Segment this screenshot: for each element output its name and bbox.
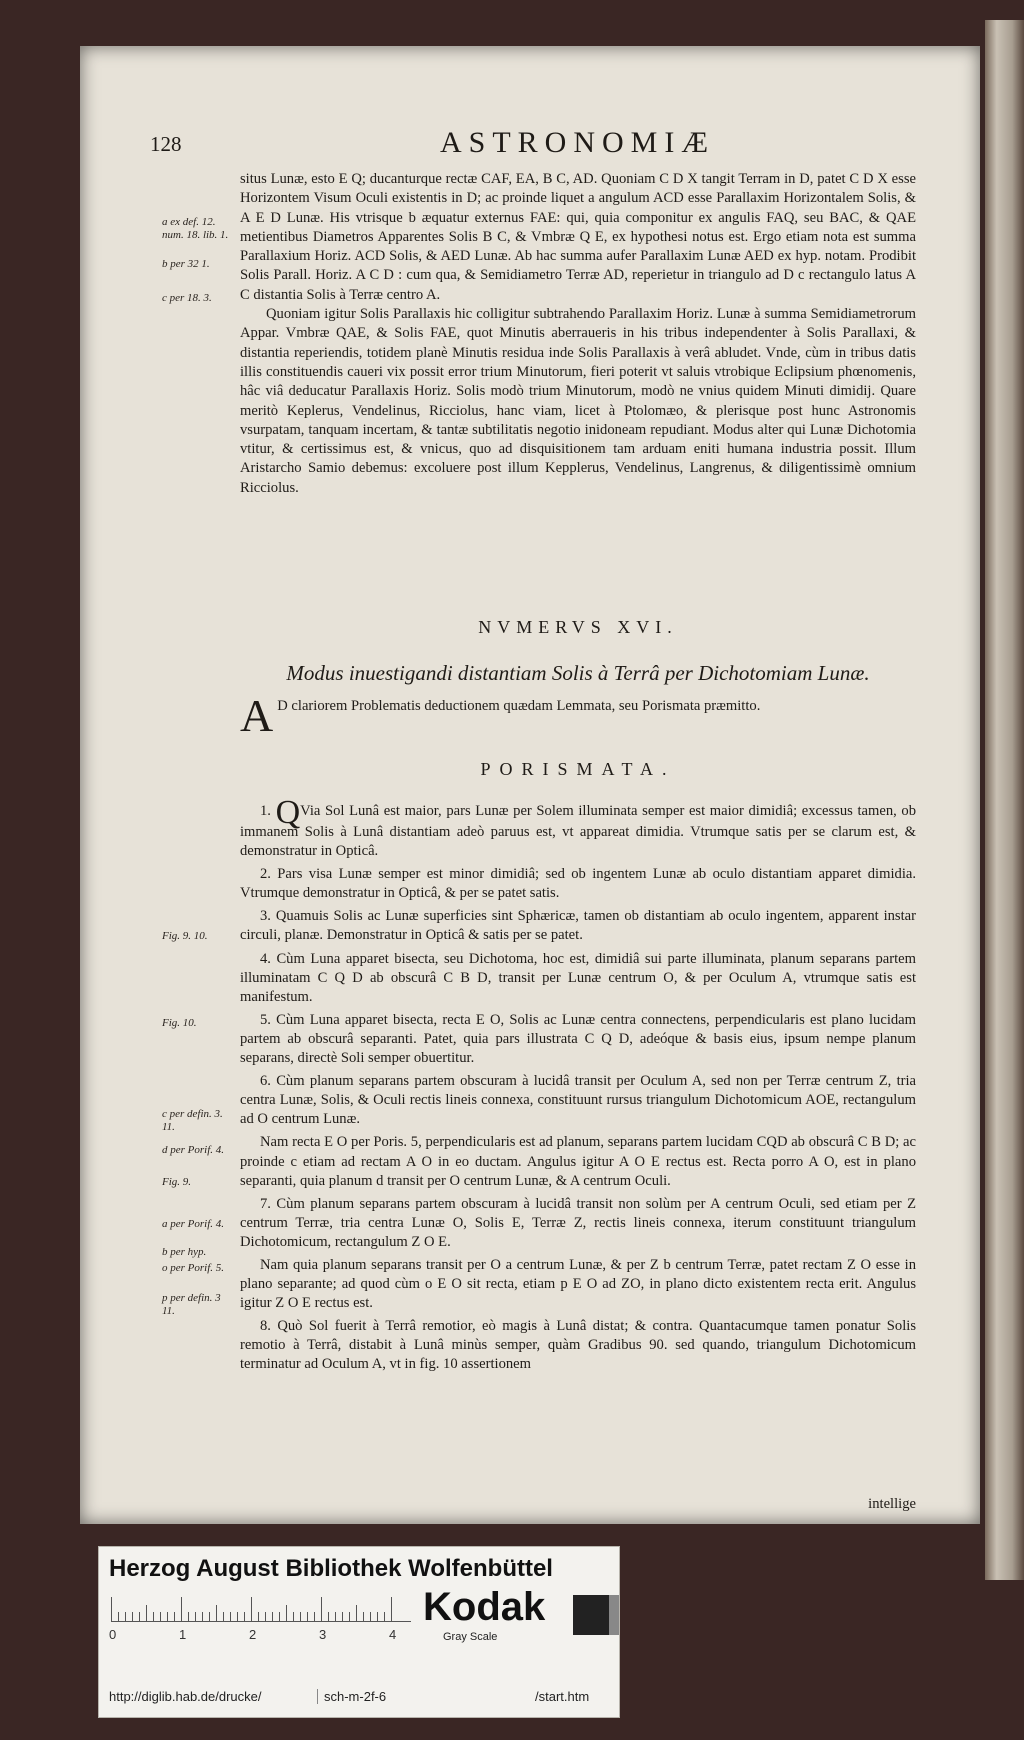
item-number: 6. [260, 1073, 277, 1090]
ruler-tick [188, 1612, 189, 1621]
ruler-label: 4 [389, 1627, 397, 1642]
item-text: Pars visa Lunæ semper est minor dimidiâ; sed ob ingentem Lunæ ab oculo distantiam apparet dimidia. Vtrumque demonstratur in Opticâ, & per se patet satis. [240, 866, 917, 902]
porisma-item [240, 1256, 916, 1313]
ruler-tick [174, 1612, 175, 1621]
item-number: 4. [260, 950, 277, 967]
page-header [150, 126, 850, 166]
ruler-tick [258, 1612, 259, 1621]
library-color-card [98, 1546, 620, 1718]
ruler-tick [314, 1612, 315, 1621]
ruler-tick [342, 1612, 343, 1621]
swatch-black [573, 1595, 609, 1635]
ruler-tick [349, 1612, 350, 1621]
drop-initial: A [240, 690, 274, 741]
ruler-tick [307, 1612, 308, 1621]
porisma-item [240, 1072, 916, 1129]
paragraph-1: situs Lunæ, esto E Q; ducanturque rectæ CAF, EA, B C, AD. Quoniam C D X tangit Terram in D, patet C D X esse Horizontem Visum Oculi existentis in D; ac proinde liquet a angulum ACD esse Parallaxim Horizontalem Solis, & A E D Lunæ. His vtrisque b æquatur externus FAE: qui, quia componitur ex angulis FAQ, seu BAC, & QAE metientibus Diametros Apparentes Solis B C, & Vmbræ Q E, ex hypothesi notus est. Ergo etiam nota est summa Parallaxium Horiz. ACD Solis, & AED Lunæ. Ab hac summa aufer Parallaxim Lunæ AED ex hyp. notam. Prodibit Solis Parall. Horiz. A C D : cum qua, & Semidiametro Terræ AD, reperietur in triangulo ad D c rectangulo latus A C distantia Solis à Terræ centro A. [240, 171, 916, 303]
scale-ruler [111, 1595, 411, 1622]
porisma-item [240, 907, 916, 945]
ruler-tick [195, 1612, 196, 1621]
section-title: Modus inuestigandi distantiam Solis à Terrâ per Dichotomiam Lunæ. [286, 661, 870, 685]
intro-text: D clariorem Problematis deductionem quædam Lemmata, seu Porismata præmitto. [277, 698, 761, 714]
main-text [240, 170, 916, 498]
porisma-item [240, 950, 916, 1007]
item-text: Nam recta E O per Poris. 5, perpendicularis est ad planum, separans partem lucidam CQD ab obscurâ C B D; ac proinde c etiam ad rectam A O in eo ductam. Angulus igitur A O E rectus est. Recta porro A O, est in plano separanti, quia planum d transit per O centrum Lunæ, & A centrum Oculi. [240, 1134, 916, 1189]
drop-initial: Q [275, 794, 301, 831]
library-name: Herzog August Bibliothek Wolfenbüttel [109, 1555, 553, 1582]
ruler-label: 3 [319, 1627, 327, 1642]
porisma-item [240, 1317, 916, 1374]
ruler-label: 1 [179, 1627, 187, 1642]
item-text: Cùm Luna apparet bisecta, recta E O, Solis ac Lunæ centra connectens, perpendicularis est plano lucidam partem ab obscurâ separanti. Patet, quia pars illustrata C Q D, adeóque & basis eius, ipsum nempe planum separans, directè Soli semper obuertitur. [240, 1011, 916, 1067]
margin-note: c per defin. 3. 11. [162, 1108, 223, 1133]
porisma-item [240, 794, 917, 861]
ruler-tick [328, 1612, 329, 1621]
ruler-tick [160, 1612, 161, 1621]
item-number: 1. [260, 803, 276, 819]
ruler-tick [286, 1605, 287, 1621]
porisma-item [240, 1011, 916, 1068]
item-text: Nam quia planum separans transit per O a centrum Lunæ, & per Z b centrum Terræ, patet rectam Z O esse in plano separante; ad quod cùm o E O sit recta, etiam p E O ad ZO, in plano dicto existentem recta erit. Angulus igitur Z O E rectus est. [240, 1256, 916, 1312]
url-suffix: /start.htm [535, 1689, 590, 1704]
margin-note: p per defin. 3 11. [162, 1292, 221, 1317]
shelfmark-code: sch-m-2f-6 [317, 1689, 386, 1704]
ruler-tick [111, 1597, 112, 1621]
item-text: Quò Sol fuerit à Terrâ remotior, eò magis à Lunâ distat; & contra. Quantacumque tamen ponatur Solis remotio à Terrâ, distabit à Lunâ minùs semper, quàm Gradibus 90. sed quando, triangulum Dichotomicum terminatur ad Oculum A, vt in fig. 10 assertionem [240, 1318, 917, 1373]
ruler-tick [125, 1612, 126, 1621]
item-text: Cùm planum separans partem obscuram à lucidâ transit non solùm per A centrum Oculi, sed etiam per Z centrum Terræ, tria centra Lunæ O, Solis E, Terræ Z, rectis lineis connexa, iterum constituunt triangulum Dichotomicum, rectangulum Z O E. [240, 1195, 917, 1250]
margin-note: a per Porif. 4. [162, 1218, 225, 1230]
ruler-tick [300, 1612, 301, 1621]
ruler-tick [209, 1612, 210, 1621]
porisma-item [240, 1133, 916, 1190]
ruler-tick [237, 1612, 238, 1621]
margin-note: b per hyp. [162, 1246, 207, 1258]
item-number: 5. [260, 1011, 277, 1028]
ruler-tick [335, 1612, 336, 1621]
ruler-tick [293, 1612, 294, 1621]
item-number: 7. [260, 1195, 277, 1212]
margin-note: d per Porif. 4. [162, 1144, 225, 1156]
ruler-tick [321, 1597, 322, 1621]
ruler-tick [132, 1612, 133, 1621]
margin-note: c per 18. 3. [162, 292, 212, 304]
ruler-label: 0 [109, 1627, 117, 1642]
ruler-tick [181, 1597, 182, 1621]
ruler-tick [391, 1597, 392, 1621]
porisma-item [240, 865, 916, 903]
margin-note: Fig. 9. [162, 1176, 192, 1188]
porismata-list [240, 794, 917, 1379]
ruler-tick [230, 1612, 231, 1621]
ruler-tick [244, 1612, 245, 1621]
ruler-label: 2 [249, 1627, 257, 1642]
item-number: 2. [260, 866, 278, 883]
item-text: Cùm planum separans partem obscuram à lucidâ transit per Oculum A, sed non per Terræ centrum Z, tria centra Lunæ, Solis, & Oculi rectis lineis connexa, constituunt rursus triangulum Dichotomicum AOE, rectangulum ad O centrum Lunæ. [240, 1073, 917, 1128]
ruler-tick [370, 1612, 371, 1621]
margin-note: o per Porif. 5. [162, 1262, 225, 1274]
ruler-tick [377, 1612, 378, 1621]
url-prefix: http://diglib.hab.de/drucke/ [109, 1689, 262, 1704]
porismata-heading: PORISMATA. [480, 759, 676, 779]
ruler-tick [216, 1605, 217, 1621]
ruler-tick [356, 1605, 357, 1621]
intro-paragraph [240, 690, 916, 741]
ruler-tick [279, 1612, 280, 1621]
ruler-tick [167, 1612, 168, 1621]
kodak-logo: Kodak [423, 1585, 546, 1629]
margin-note: b per 32 1. [162, 258, 210, 270]
margin-note: Fig. 10. [162, 1017, 197, 1029]
item-text: Quamuis Solis ac Lunæ superficies sint Sphæricæ, tamen ob distantiam ab oculo ingentem, apparent instar circuli, planæ. Demonstratur in Opticâ & satis per se patet. [240, 908, 916, 944]
gray-scale-label: Gray Scale [443, 1631, 498, 1643]
margin-note: Fig. 9. 10. [162, 930, 208, 942]
ruler-tick [223, 1612, 224, 1621]
item-text: Cùm Luna apparet bisecta, seu Dichotoma, hoc est, dimidiâ sui parte illuminata, planum separans partem illuminatam C Q D ab obscurâ C B D, transit per Lunæ centrum O, & per Oculum A, vtrumque satis est manifestum. [240, 950, 916, 1005]
margin-note: a ex def. 12. num. 18. lib. 1. [162, 216, 229, 241]
ruler-tick [363, 1612, 364, 1621]
running-title: ASTRONOMIÆ [440, 126, 716, 159]
ruler-tick [139, 1612, 140, 1621]
ruler-tick [384, 1612, 385, 1621]
item-number: 3. [260, 908, 276, 925]
ruler-tick [202, 1612, 203, 1621]
catchword: intellige [868, 1496, 916, 1512]
ruler-tick [251, 1597, 252, 1621]
ruler-tick [272, 1612, 273, 1621]
porisma-item [240, 1195, 916, 1252]
ruler-tick [118, 1612, 119, 1621]
page-number: 128 [150, 132, 182, 156]
ruler-tick [153, 1612, 154, 1621]
swatch-gray [609, 1595, 619, 1635]
item-text: Via Sol Lunâ est maior, pars Lunæ per Solem illuminata semper est maior dimidiâ; excessus tamen, ob immanem Solis à Lunâ distantiam adeò paruus est, vt appareat dimidia. Vtrumque satis per se clarum est, & demonstratur in Opticâ. [240, 803, 917, 860]
paragraph-2: Quoniam igitur Solis Parallaxis hic colligitur subtrahendo Parallaxim Horiz. Lunæ à summa Semidiametrorum Appar. Vmbræ QAE, & Solis FAE, quot Minutis aberraueris in his tribus independenter à Solis Parallaxi, & distantia reperiendis, totidem planè Minutis residua inde Solis Parallaxis à verâ abludet. Vnde, cùm in tribus datis illis constituendis caueri vix possit error trium Minutorum, fieri poterit vt saluis vtrobique Eclipsium phœnomenis, hâc viâ deducatur Parallaxis Horiz. Solis modò trium Minutorum, modò ne vnius quidem Minuti dimidij. Quare meritò Keplerus, Vendelinus, Ricciolus, hanc viam, licet à Ptolomæo, & plerisque post hunc Astronomis vsurpatam, tanquam incertam, & tantæ subtilitatis negotio inidoneam repudiant. Modus alter qui Lunæ Dichotomia vtitur, & certissimus est, & vnicus, quo ad disquisitionem tam arduam eniti humana industria possit. Illum Aristarcho Samio debemus: excoluere post illum Kepplerus, Vendelinus, Langrenus, & diligentissimè omnium Ricciolus. [240, 306, 916, 496]
item-number: 8. [260, 1318, 278, 1335]
section-number: NVMERVS XVI. [478, 617, 678, 637]
ruler-tick [146, 1605, 147, 1621]
ruler-tick [265, 1612, 266, 1621]
adjacent-page-edge [985, 20, 1024, 1580]
